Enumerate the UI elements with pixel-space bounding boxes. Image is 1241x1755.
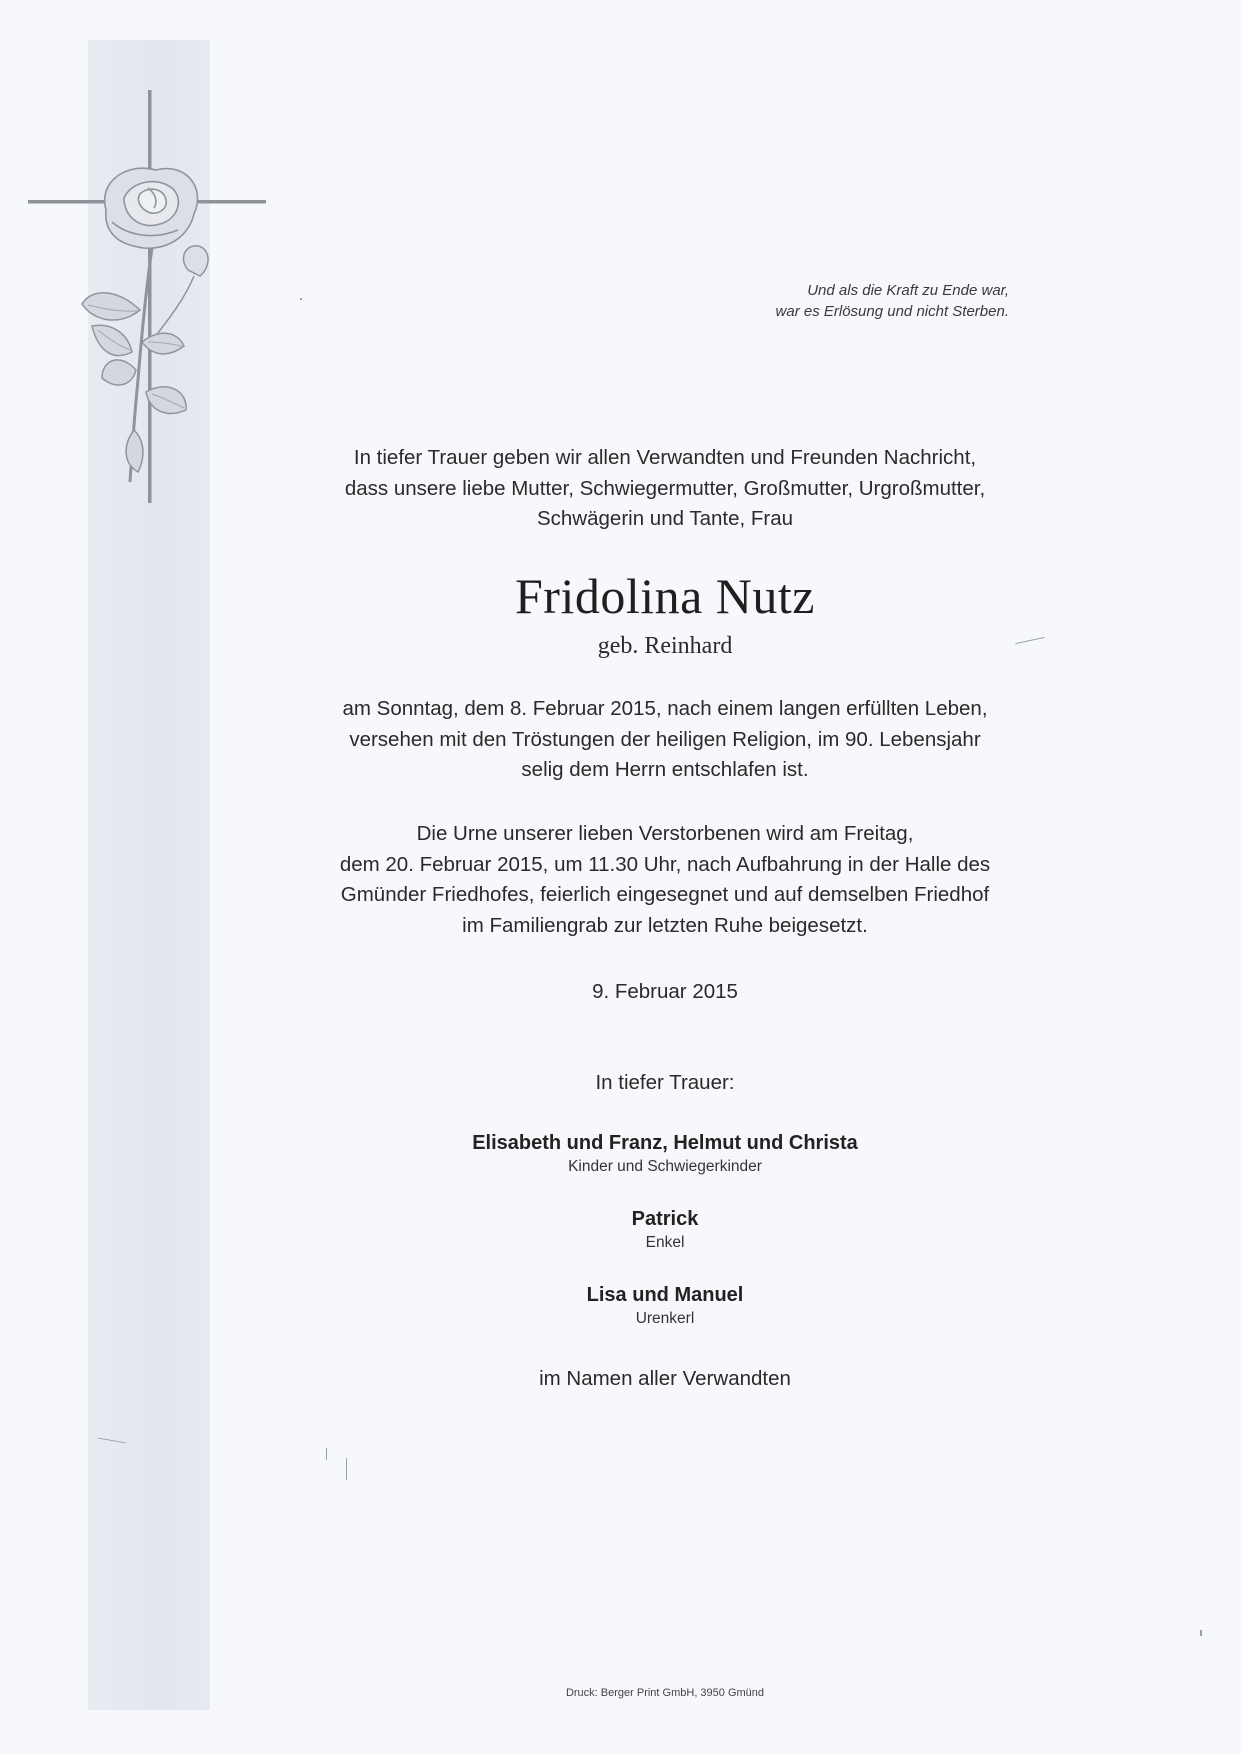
cross-with-rose-icon xyxy=(28,90,278,510)
funeral-line-4: im Familiengrab zur letzten Ruhe beigesetzt. xyxy=(462,913,868,937)
motto-line-2: war es Erlösung und nicht Sterben. xyxy=(775,303,1009,320)
mourner-relation-grandchild: Enkel xyxy=(645,1234,685,1251)
funeral-paragraph xyxy=(260,819,1070,941)
announcement-paragraph xyxy=(260,443,1070,535)
death-line-1: am Sonntag, dem 8. Februar 2015, nach einem langen erfüllten Leben, xyxy=(342,697,988,720)
mourner-relation-children: Kinder und Schwiegerkinder xyxy=(568,1158,762,1175)
printer-imprint: Druck: Berger Print GmbH, 3950 Gmünd xyxy=(565,1687,765,1699)
announcement-line-3: Schwägerin und Tante, Frau xyxy=(536,507,794,530)
mourning-heading: In tiefer Trauer: xyxy=(595,1071,735,1094)
scan-speck xyxy=(300,298,302,300)
scan-speck xyxy=(326,1448,327,1460)
scan-speck xyxy=(1200,1630,1202,1636)
death-line-2: versehen mit den Tröstungen der heiligen Religion, im 90. Lebensjahr xyxy=(349,727,981,751)
scan-speck xyxy=(346,1458,347,1480)
maiden-name: geb. Reinhard xyxy=(597,633,733,659)
funeral-line-1: Die Urne unserer lieben Verstorbenen wird am Freitag, xyxy=(416,822,914,845)
death-line-3: selig dem Herrn entschlafen ist. xyxy=(521,758,809,781)
motto-quote xyxy=(776,280,1009,322)
mourner-relation-great-grandchildren: Urenkerl xyxy=(635,1310,695,1327)
mourner-names-children: Elisabeth und Franz, Helmut und Christa xyxy=(472,1132,858,1154)
closing-line: im Namen aller Verwandten xyxy=(539,1367,791,1390)
funeral-line-2: dem 20. Februar 2015, um 11.30 Uhr, nach Aufbahrung in der Halle des xyxy=(339,852,991,876)
motto-line-1: Und als die Kraft zu Ende war, xyxy=(807,282,1009,299)
death-paragraph xyxy=(260,694,1070,786)
announcement-line-2: dass unsere liebe Mutter, Schwiegermutter, Großmutter, Urgroßmutter, xyxy=(344,476,986,500)
mourner-names-great-grandchildren: Lisa und Manuel xyxy=(586,1284,744,1306)
funeral-line-3: Gmünder Friedhofes, feierlich eingesegnet und auf demselben Friedhof xyxy=(340,883,990,906)
mourner-names-grandchild: Patrick xyxy=(631,1208,699,1230)
notice-date: 9. Februar 2015 xyxy=(592,980,738,1003)
deceased-name: Fridolina Nutz xyxy=(514,568,816,624)
announcement-line-1: In tiefer Trauer geben wir allen Verwandten und Freunden Nachricht, xyxy=(353,446,977,469)
